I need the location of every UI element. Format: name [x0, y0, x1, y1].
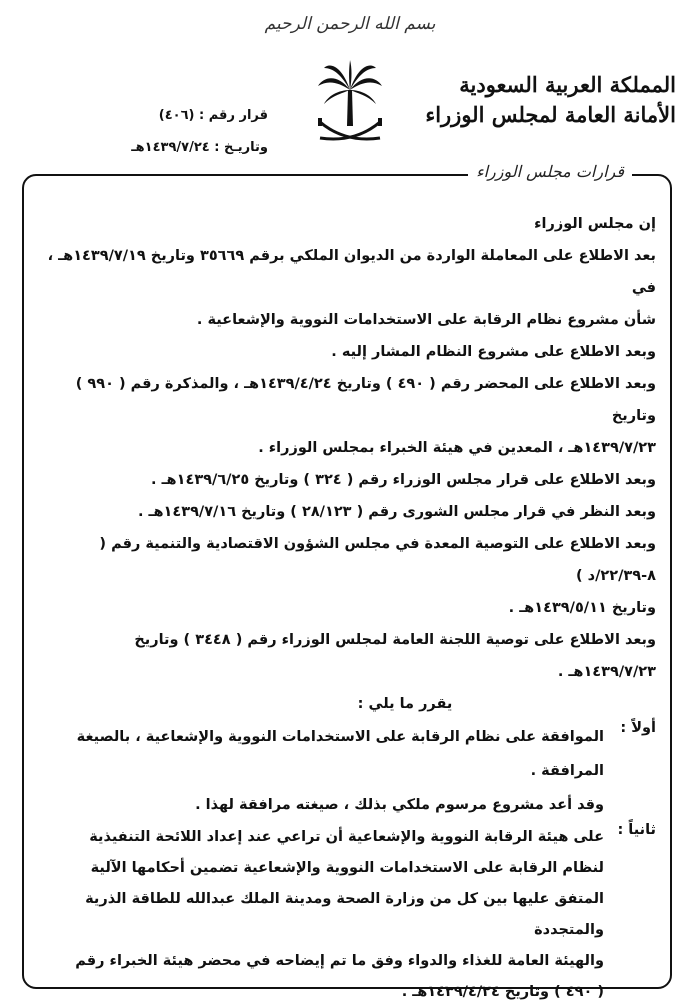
- paragraph-line: وبعد الاطلاع على قرار مجلس الوزراء رقم ( ٣٢٤ ) وتاريخ ١٤٣٩/٦/٢٥هـ .: [151, 472, 656, 488]
- paragraph-line: وبعد الاطلاع على توصية اللجنة العامة لمجلس الوزراء رقم ( ٣٤٤٨ ) وتاريخ ١٤٣٩/٧/٢٣هـ .: [134, 632, 656, 680]
- decision-number: قرار رقم : (٤٠٦): [158, 108, 268, 123]
- clause-second: [44, 822, 656, 1008]
- clause-line: المتفق عليها بين كل من وزارة الصحة ومدينة الملك عبدالله للطاقة الذرية والمتجددة: [85, 891, 604, 938]
- document-body: [44, 208, 656, 1008]
- saudi-emblem-palm-swords-icon: [314, 60, 386, 148]
- frame-title: قرارات مجلس الوزراء: [468, 162, 632, 181]
- clause-marker: أولاً :: [620, 720, 656, 736]
- clause-line: على هيئة الرقابة النووية والإشعاعية أن تراعي عند إعداد اللائحة التنفيذية: [89, 829, 604, 845]
- kingdom-name: المملكة العربية السعودية: [459, 72, 676, 97]
- clause-line: الموافقة على نظام الرقابة على الاستخدامات النووية والإشعاعية ، بالصيغة المرافقة .: [76, 729, 604, 779]
- basmala: بسم الله الرحمن الرحيم: [264, 14, 436, 34]
- clause-first: [44, 720, 656, 822]
- paragraph-line: وبعد الاطلاع على التوصية المعدة في مجلس الشؤون الاقتصادية والتنمية رقم ( ٨-٢٢/٣٩/د ): [99, 536, 656, 584]
- decision-reference: [98, 100, 268, 164]
- clause-line: وقد أعد مشروع مرسوم ملكي بذلك ، صيغته مرافقة لهذا .: [195, 797, 604, 813]
- clause-line: لنظام الرقابة على الاستخدامات النووية والإشعاعية تضمين أحكامها الآلية: [90, 860, 604, 876]
- paragraph-line: شأن مشروع نظام الرقابة على الاستخدامات النووية والإشعاعية .: [196, 312, 656, 328]
- paragraph-line: وتاريخ ١٤٣٩/٥/١١هـ .: [508, 600, 656, 616]
- decision-date: وتاريـخ : ١٤٣٩/٧/٢٤هـ: [131, 140, 268, 155]
- decides-heading: يقرر ما يلي :: [357, 696, 453, 712]
- clause-line: ( ٤٩٠ ) وتاريخ ١٤٣٩/٤/٢٤هـ .: [401, 984, 604, 1000]
- issuer-block: [416, 70, 676, 130]
- opening-line: إن مجلس الوزراء: [534, 216, 656, 232]
- clause-line: والهيئة العامة للغذاء والدواء وفق ما تم إيضاحه في محضر هيئة الخبراء رقم: [75, 953, 604, 969]
- paragraph-line: وبعد الاطلاع على المحضر رقم ( ٤٩٠ ) وتاريخ ١٤٣٩/٤/٢٤هـ ، والمذكرة رقم ( ٩٩٠ ) وتاريخ: [75, 376, 656, 424]
- paragraph-line: وبعد النظر في قرار مجلس الشورى رقم ( ٢٨/١٢٣ ) وتاريخ ١٤٣٩/٧/١٦هـ .: [137, 504, 656, 520]
- secretariat-name: الأمانة العامة لمجلس الوزراء: [425, 102, 676, 127]
- paragraph-line: وبعد الاطلاع على مشروع النظام المشار إليه .: [331, 344, 656, 360]
- paragraph-line: بعد الاطلاع على المعاملة الواردة من الديوان الملكي برقم ٣٥٦٦٩ وتاريخ ١٤٣٩/٧/١٩هـ ، في: [47, 248, 656, 296]
- clause-marker: ثانياً :: [617, 822, 656, 838]
- paragraph-line: ١٤٣٩/٧/٢٣هـ ، المعدين في هيئة الخبراء بمجلس الوزراء .: [258, 440, 656, 456]
